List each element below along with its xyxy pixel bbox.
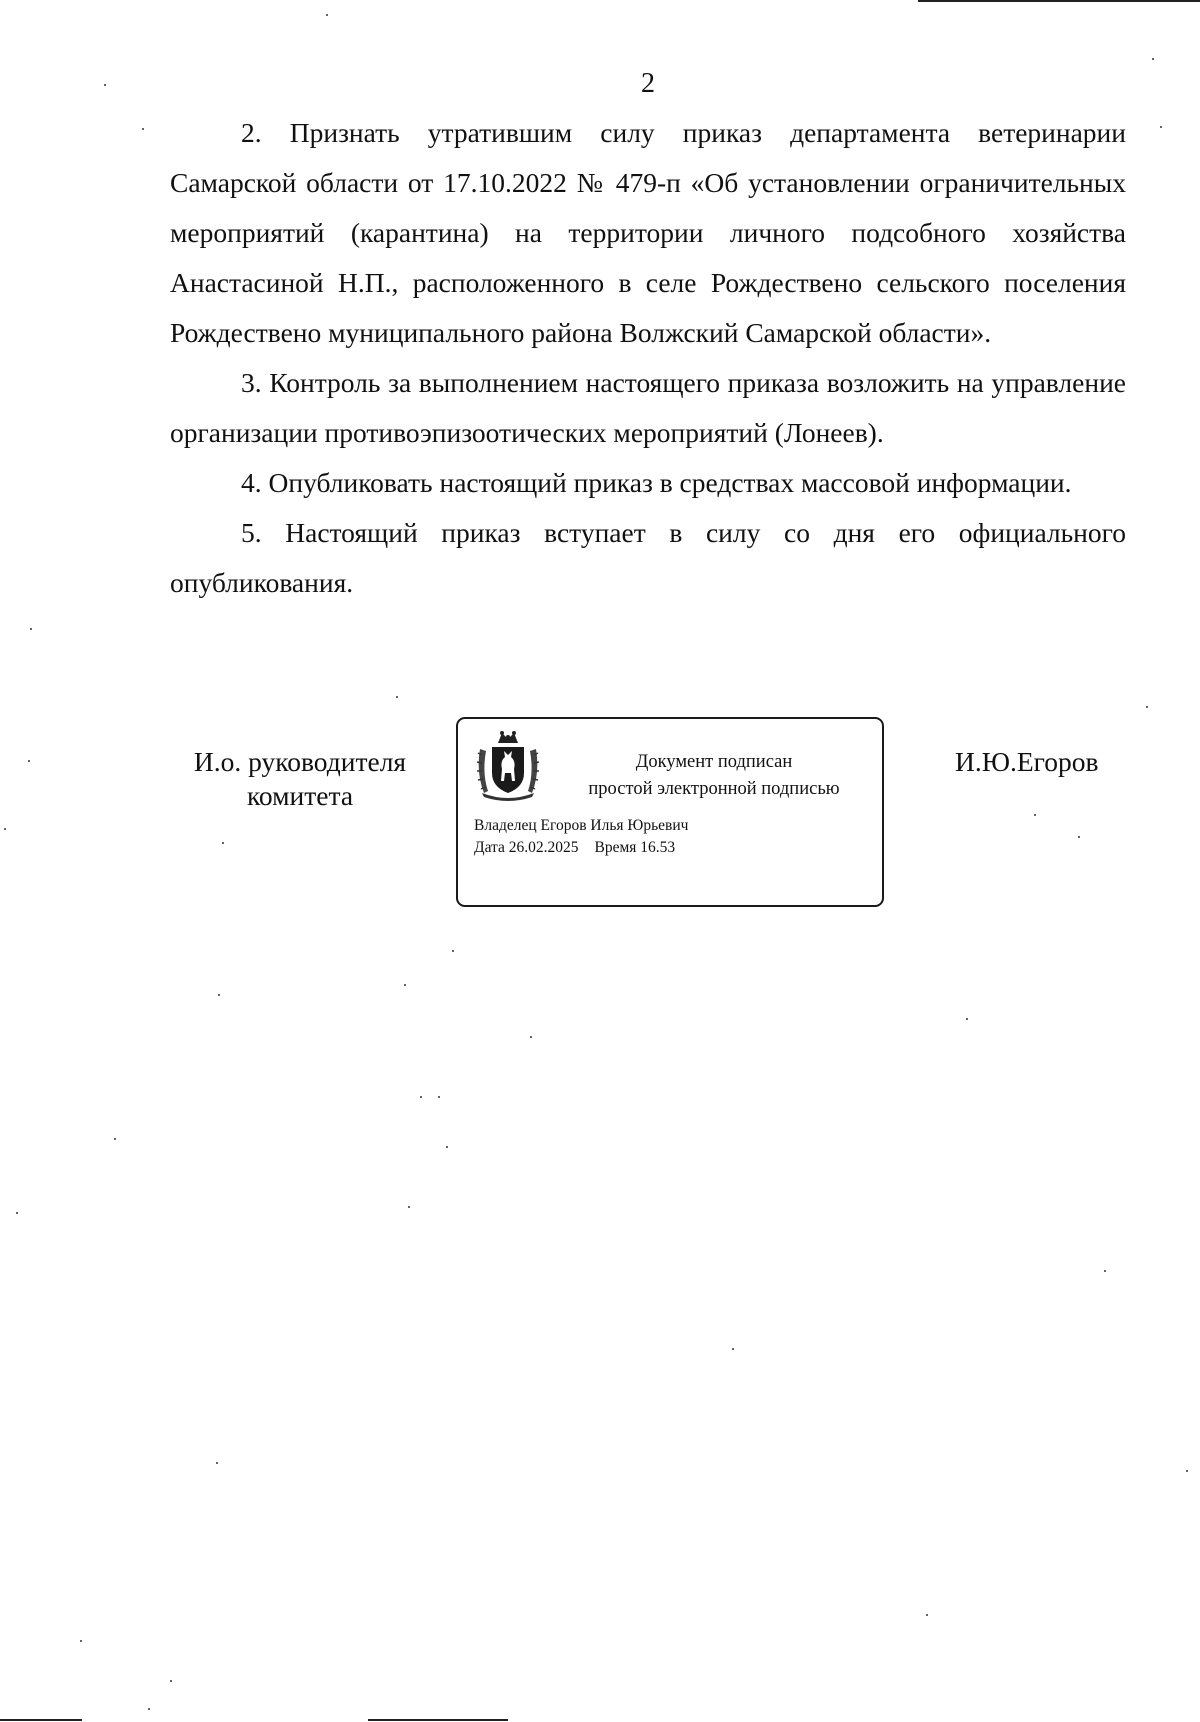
paragraph-4: 4. Опубликовать настоящий приказ в средствах массовой информации. (241, 467, 1072, 498)
scan-speck (452, 950, 454, 952)
scan-speck (420, 1096, 422, 1098)
scan-edge-bottom-middle (368, 1719, 508, 1721)
stamp-date: Дата 26.02.2025 (474, 839, 579, 856)
scan-speck (396, 696, 398, 698)
paragraph-3: 3. Контроль за выполнением настоящего приказа возложить на управление организации противоэпизоотических мероприятий (Лонеев). (170, 367, 1126, 448)
scan-speck (438, 1096, 440, 1098)
scan-speck (114, 1138, 116, 1140)
samara-region-coat-of-arms-icon (474, 729, 542, 801)
signer-position-line2: комитета (246, 780, 354, 811)
scan-speck (966, 1018, 968, 1020)
scan-speck (732, 1348, 734, 1350)
scan-speck (148, 1708, 150, 1710)
stamp-heading-line1: Документ подписан (635, 752, 793, 772)
document-body (170, 108, 1126, 608)
scan-speck (530, 1036, 532, 1038)
stamp-date-time (474, 837, 675, 859)
scan-speck (4, 828, 6, 830)
scan-speck (1186, 1470, 1188, 1472)
scan-speck (142, 128, 144, 130)
scan-speck (80, 1640, 82, 1642)
scan-speck (218, 994, 220, 996)
scan-speck (16, 1212, 18, 1214)
paragraph-2: 2. Признать утратившим силу приказ департамента ветеринарии Самарской области от 17.10.2022 № 479-п «Об установлении ограничительных мероприятий (карантина) на территории личного подсобного хозяйства Анастасиной Н.П., расположенного в селе Рождествено сельского поселения Рождествено муниципального района Волжский Самарской области». (170, 117, 1126, 348)
scan-speck (926, 1614, 928, 1616)
paragraph-5: 5. Настоящий приказ вступает в силу со дня его официального опубликования. (170, 517, 1126, 598)
scan-speck (326, 14, 328, 16)
signer-position-line1: И.о. руководителя (193, 746, 407, 777)
scan-speck (222, 842, 224, 844)
scan-speck (1104, 1270, 1106, 1272)
stamp-heading-line2: простой электронной подписью (588, 779, 840, 799)
signer-position (180, 745, 420, 813)
scan-edge-bottom-left (0, 1719, 82, 1721)
scan-speck (1146, 706, 1148, 708)
stamp-owner: Владелец Егоров Илья Юрьевич (474, 817, 689, 834)
scan-speck (408, 1206, 410, 1208)
scan-speck (1160, 126, 1162, 128)
scan-speck (170, 1680, 172, 1682)
scan-speck (446, 1146, 448, 1148)
stamp-heading (554, 749, 874, 803)
signer-name: И.Ю.Егоров (955, 746, 1099, 777)
scan-speck (1078, 836, 1080, 838)
scan-speck (1034, 814, 1036, 816)
electronic-signature-stamp (456, 717, 884, 907)
page-number: 2 (641, 68, 655, 99)
scan-speck (104, 84, 106, 86)
scan-speck (404, 984, 406, 986)
stamp-time: Время 16.53 (594, 839, 676, 856)
scan-speck (30, 628, 32, 630)
scan-speck (216, 1462, 218, 1464)
scan-speck (28, 760, 30, 762)
scan-edge-top (918, 0, 1200, 2)
scan-speck (1152, 58, 1154, 60)
